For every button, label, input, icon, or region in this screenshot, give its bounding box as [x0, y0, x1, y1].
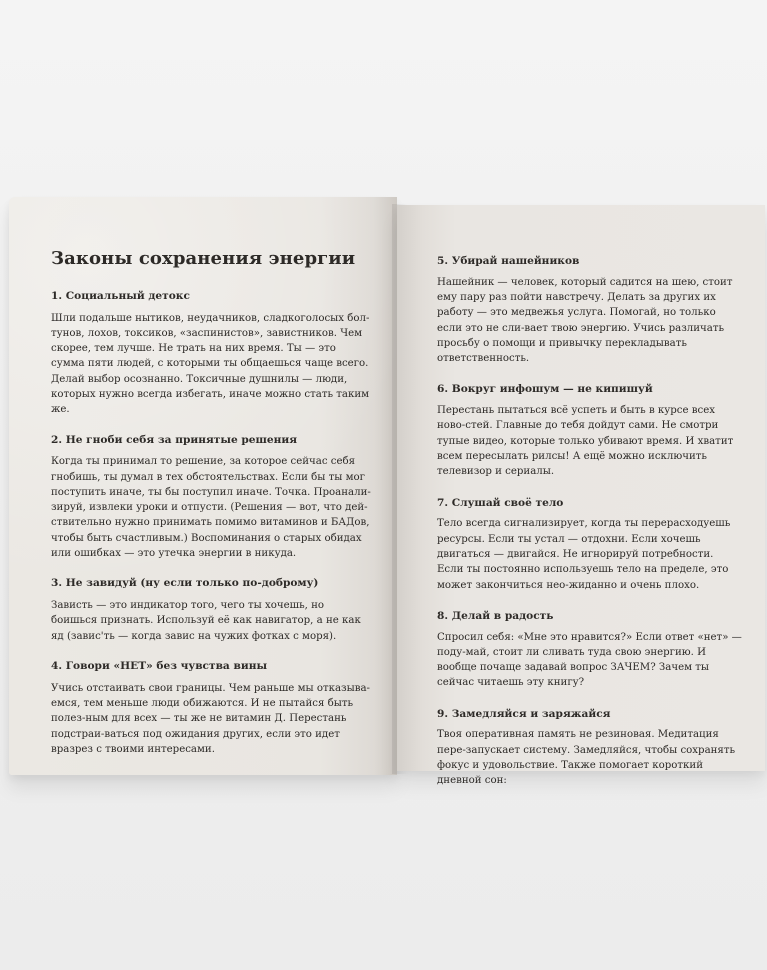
- section-heading: 1. Социальный детокс: [51, 289, 190, 302]
- section-text: Спросил себя: «Мне это нравится?» Если ответ «нет» — поду-май, стоит ли сливать туда свою энергию. И вообще почаще задавай вопрос ЗАЧЕМ? Зачем ты сейчас читаешь эту книгу?: [437, 631, 742, 689]
- section-heading: 6. Вокруг инфошум — не кипишуй: [437, 383, 653, 396]
- section-text: Шли подальше нытиков, неудачников, сладкоголосых бол-тунов, лохов, токсиков, «заспинистов», завистников. Чем скорее, тем лучше. Не трать на них время. Ты — это сумма пяти людей, с которыми ты общаешься чаще всего. Делай выбор осознанно. Токсичные душнилы — люди, которых нужно всегда избегать, иначе можно стать таким же.: [51, 312, 370, 416]
- section-3: [51, 577, 371, 644]
- section-text: Перестань пытаться всё успеть и быть в курсе всех ново-стей. Главные до тебя дойдут сами. Не смотри тупые видео, которые только убивают время. И хватит всем пересылать рилсы! А ещё можно исключить телевизор и сериалы.: [437, 405, 734, 478]
- section-heading: 3. Не завидуй (ну если только по-доброму): [51, 577, 319, 590]
- section-text: Нашейник — человек, который садится на шею, стоит ему пару раз пойти навстречу. Делать за других их работу — это медвежья услуга. Помогай, но только если это не сли-вает твою энергию. Учись различать просьбу о помощи и привычку перекладывать ответственность.: [437, 276, 733, 365]
- section-heading: 8. Делай в радость: [437, 609, 554, 622]
- section-heading: 5. Убирай нашейников: [437, 255, 580, 267]
- section-heading: 7. Слушай своё тело: [437, 496, 564, 509]
- section-heading: 9. Замедляйся и заряжайся: [437, 707, 611, 720]
- section-4: [51, 660, 371, 757]
- section-9: [437, 708, 743, 789]
- right-page: [397, 205, 765, 787]
- section-text: Твоя оперативная память не резиновая. Медитация пере-запускает систему. Замедляйся, чтобы сохранять фокус и удовольствие. Также помогает короткий дневной сон:: [437, 729, 736, 787]
- section-2: [51, 434, 371, 562]
- section-8: [437, 610, 743, 691]
- section-7: [437, 497, 743, 593]
- section-heading: 4. Говори «НЕТ» без чувства вины: [51, 659, 268, 672]
- section-6: [437, 383, 743, 479]
- section-text: Учись отстаивать свои границы. Чем раньше мы отказыва-емся, тем меньше люди обижаются. И не пытайся быть полез-ным для всех — ты же не витамин Д. Перестань подстраи-ваться под ожидания других, если это идет вразрез с твоими интересами.: [51, 682, 370, 755]
- section-heading: 2. Не гноби себя за принятые решения: [51, 433, 298, 446]
- section-1: [51, 290, 371, 418]
- section-text: Тело всегда сигнализирует, когда ты перерасходуешь ресурсы. Если ты устал — отдохни. Если хочешь двигаться — двигайся. Не игнорируй потребности. Если ты постоянно используешь тело на пределе, это может закончиться нео-жиданно и очень плохо.: [437, 518, 731, 591]
- left-page: [9, 197, 397, 775]
- page-title: Законы сохранения энергии: [51, 248, 356, 269]
- section-5: [437, 255, 743, 366]
- section-text: Зависть — это индикатор того, чего ты хочешь, но боишься признать. Используй её как навигатор, а не как яд (завис'ть — когда завис на чужих фотках с моря).: [51, 600, 361, 642]
- section-text: Когда ты принимал то решение, за которое сейчас себя гнобишь, ты думал в тех обстоятельствах. Если бы ты мог поступить иначе, ты бы поступил иначе. Точка. Проанали-зируй, извлеки уроки и отпусти. (Решения — вот, что дей-ствительно нужно принимать помимо витаминов и БАДов, чтобы быть счастливым.) Воспоминания о старых обидах или ошибках — это утечка энергии в никуда.: [51, 456, 371, 560]
